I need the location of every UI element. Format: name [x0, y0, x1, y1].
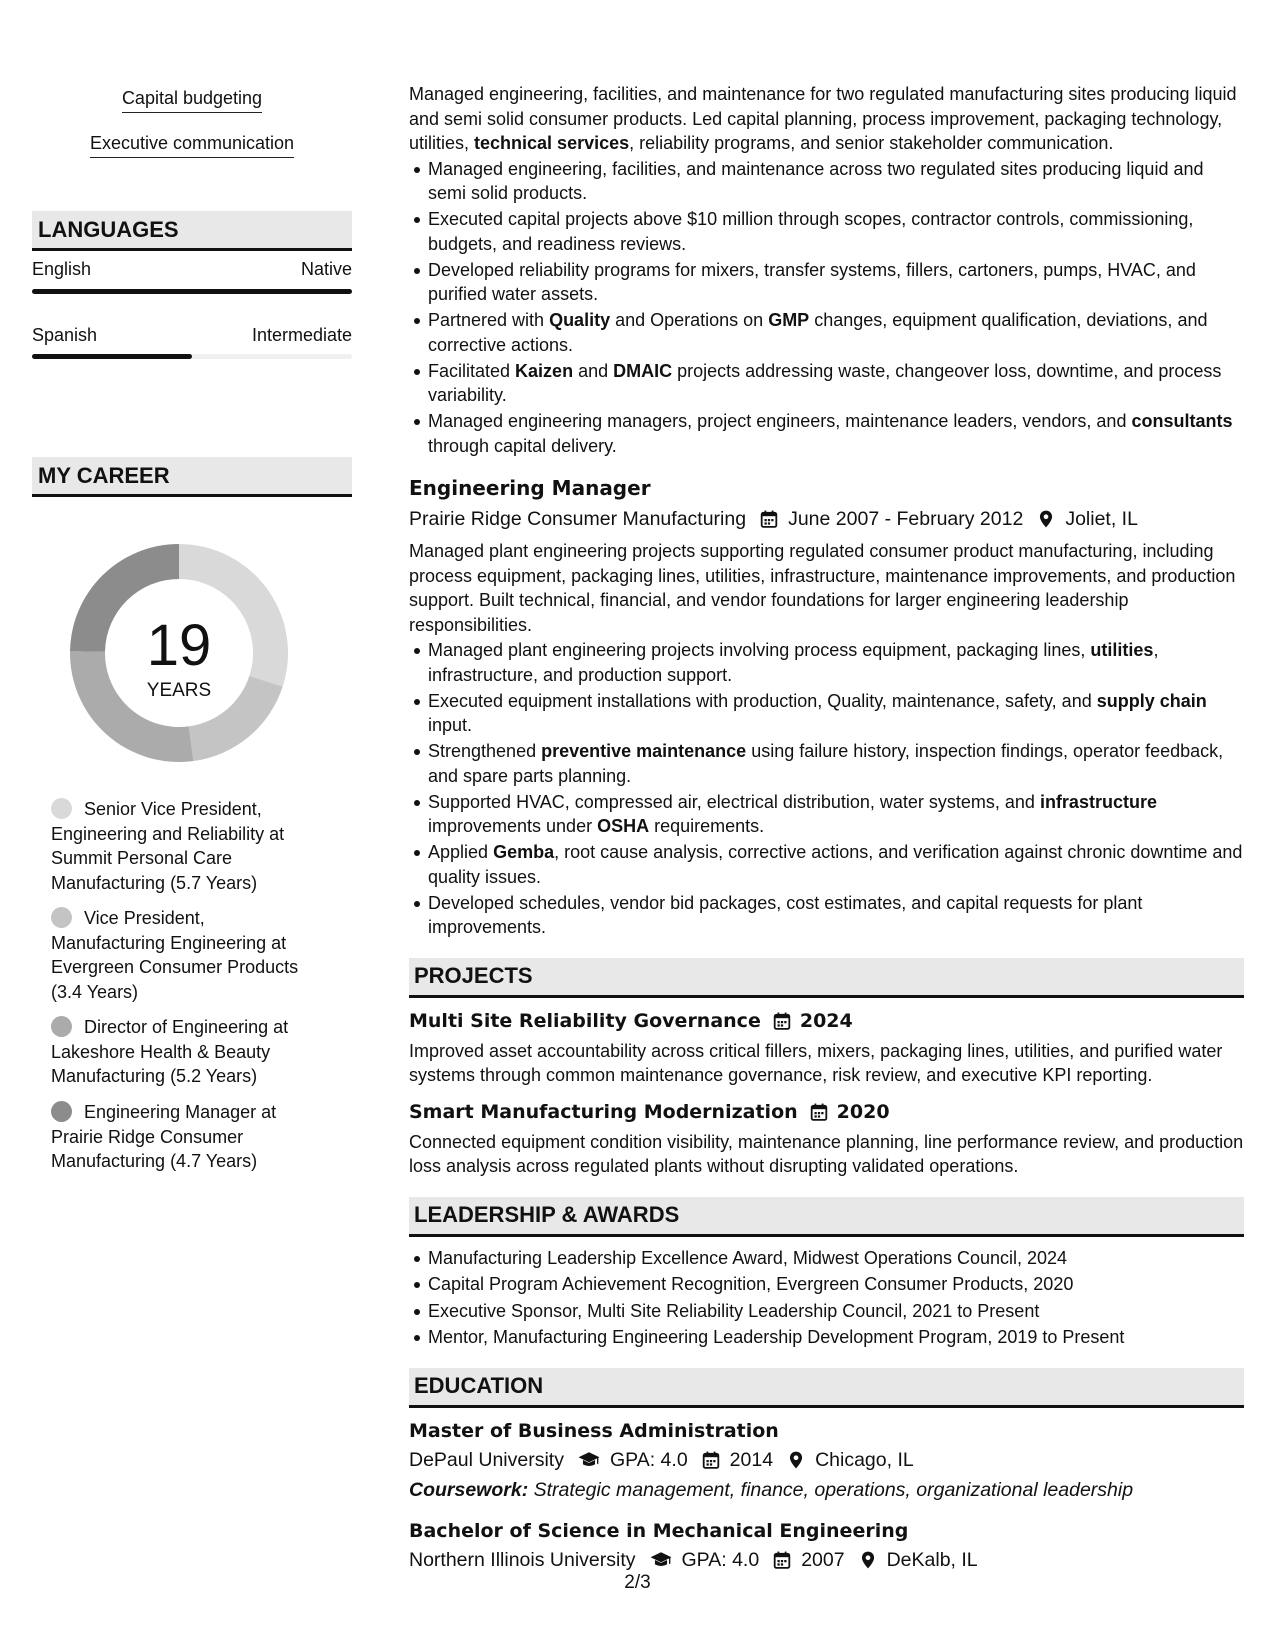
bullet-item: Applied Gemba, root cause analysis, corrective actions, and verification against chronic downtime and quality issues.: [428, 840, 1244, 889]
company-name: Prairie Ridge Consumer Manufacturing: [409, 508, 747, 530]
experience-bullets: [409, 638, 1244, 940]
job-summary: Managed plant engineering projects supporting regulated consumer product manufacturing, including process equipment, packaging lines, utilities, infrastructure, maintenance improvements, and production support. Built technical, financial, and vendor foundations for larger engineering leadership responsibilities.: [409, 541, 1236, 635]
awards-list: [409, 1246, 1244, 1350]
degree-title: Bachelor of Science in Mechanical Engineering: [409, 1519, 909, 1542]
language-name: English: [32, 259, 92, 279]
page-number: 2/3: [624, 1572, 651, 1593]
education-heading: EDUCATION: [409, 1368, 1244, 1408]
language-bar-fill: [32, 354, 192, 359]
project-description: Improved asset accountability across critical fillers, mixers, packaging lines, utilities, and purified water systems through common maintenance governance, risk review, and executive KPI reporting.: [409, 1040, 1223, 1085]
job-location: Joliet, IL: [1065, 508, 1138, 530]
language-level: Native: [300, 259, 352, 279]
gpa: GPA: 4.0: [681, 1548, 760, 1571]
legend-dot-icon: [51, 1101, 72, 1122]
graduation-cap-icon: [578, 1451, 600, 1469]
project-year: 2024: [799, 1009, 853, 1032]
calendar-icon: [773, 1012, 791, 1030]
award-item: Capital Program Achievement Recognition, Evergreen Consumer Products, 2020: [428, 1272, 1244, 1297]
calendar-icon: [810, 1103, 828, 1121]
job-summary: Managed engineering, facilities, and maintenance for two regulated manufacturing sites producing liquid and semi solid consumer products. Led capital planning, process improvement, packaging technology, utilities, technical services, reliability programs, and senior stakeholder communication.: [409, 84, 1237, 153]
job-title: Engineering Manager: [409, 476, 651, 500]
legend-dot-icon: [51, 1016, 72, 1037]
award-item: Manufacturing Leadership Excellence Award, Midwest Operations Council, 2024: [428, 1246, 1244, 1271]
career-heading: MY CAREER: [32, 457, 352, 497]
language-bar-fill: [32, 289, 352, 294]
school-name: DePaul University: [409, 1448, 564, 1471]
school-name: Northern Illinois University: [409, 1548, 636, 1571]
school-location: DeKalb, IL: [886, 1548, 978, 1571]
project-title: Multi Site Reliability Governance 2024: [409, 1007, 1244, 1035]
graduation-year: 2007: [801, 1548, 845, 1571]
education-meta: [409, 1545, 1244, 1575]
bullet-item: Managed engineering, facilities, and maintenance across two regulated sites producing liquid and semi solid products.: [428, 157, 1244, 206]
award-item: Executive Sponsor, Multi Site Reliability Leadership Council, 2021 to Present: [428, 1299, 1244, 1324]
bullet-item: Partnered with Quality and Operations on GMP changes, equipment qualification, deviations, and corrective actions.: [428, 308, 1244, 357]
career-legend-item: Director of Engineering at Lakeshore Health & Beauty Manufacturing (5.2 Years): [51, 1017, 289, 1086]
job-dates: June 2007 - February 2012: [788, 508, 1024, 530]
job-meta: [409, 504, 1244, 534]
bullet-item: Executed equipment installations with production, Quality, maintenance, safety, and supply chain input.: [428, 689, 1244, 738]
bullet-item: Executed capital projects above $10 million through scopes, contractor controls, commissioning, budgets, and readiness reviews.: [428, 207, 1244, 256]
location-pin-icon: [859, 1551, 877, 1569]
awards-heading: LEADERSHIP & AWARDS: [409, 1197, 1244, 1237]
career-years-label: YEARS: [146, 680, 212, 701]
skill-item: Executive communication: [32, 133, 352, 158]
career-legend-item: Engineering Manager at Prairie Ridge Consumer Manufacturing (4.7 Years): [51, 1102, 277, 1171]
projects-heading: PROJECTS: [409, 958, 1244, 998]
skill-item: Capital budgeting: [32, 88, 352, 113]
degree-title: Master of Business Administration: [409, 1419, 779, 1442]
language-row: [32, 259, 352, 280]
location-pin-icon: [1037, 510, 1055, 528]
bullet-item: Managed plant engineering projects involving process equipment, packaging lines, utilities, infrastructure, and production support.: [428, 638, 1244, 687]
school-location: Chicago, IL: [815, 1448, 914, 1471]
calendar-icon: [760, 510, 778, 528]
project-title: Smart Manufacturing Modernization 2020: [409, 1098, 1244, 1126]
bullet-item: Developed reliability programs for mixers, transfer systems, fillers, cartoners, pumps, HVAC, and purified water assets.: [428, 258, 1244, 307]
language-bar: [32, 354, 352, 359]
award-item: Mentor, Manufacturing Engineering Leadership Development Program, 2019 to Present: [428, 1325, 1244, 1350]
career-legend-item: Senior Vice President, Engineering and Reliability at Summit Personal Care Manufacturing (5.7 Years): [51, 799, 285, 893]
career-years-number: 19: [146, 613, 212, 678]
bullet-item: Supported HVAC, compressed air, electrical distribution, water systems, and infrastructure improvements under OSHA requirements.: [428, 790, 1244, 839]
education-meta: [409, 1445, 1244, 1475]
experience-bullets: [409, 157, 1244, 459]
language-name: Spanish: [32, 325, 98, 345]
bullet-item: Facilitated Kaizen and DMAIC projects addressing waste, changeover loss, downtime, and process variability.: [428, 359, 1244, 408]
legend-dot-icon: [51, 907, 72, 928]
graduation-cap-icon: [650, 1551, 672, 1569]
gpa: GPA: 4.0: [609, 1448, 688, 1471]
career-legend-item: Vice President, Manufacturing Engineering at Evergreen Consumer Products (3.4 Years): [51, 908, 299, 1002]
bullet-item: Strengthened preventive maintenance using failure history, inspection findings, operator feedback, and spare parts planning.: [428, 739, 1244, 788]
career-donut-chart: [66, 540, 292, 766]
graduation-year: 2014: [729, 1448, 774, 1471]
languages-heading: LANGUAGES: [32, 211, 352, 251]
legend-dot-icon: [51, 798, 72, 819]
bullet-item: Developed schedules, vendor bid packages, cost estimates, and capital requests for plant improvements.: [428, 891, 1244, 940]
calendar-icon: [702, 1451, 720, 1469]
location-pin-icon: [787, 1451, 805, 1469]
project-description: Connected equipment condition visibility, maintenance planning, line performance review, and production loss analysis across regulated plants without disrupting validated operations.: [409, 1131, 1244, 1176]
language-row: [32, 325, 352, 346]
language-bar: [32, 289, 352, 294]
calendar-icon: [773, 1551, 791, 1569]
language-level: Intermediate: [251, 325, 352, 345]
coursework: Coursework: Strategic management, finance, operations, organizational leadership: [409, 1478, 1134, 1501]
main-content: [409, 82, 1244, 1575]
project-year: 2020: [836, 1100, 890, 1123]
bullet-item: Managed engineering managers, project engineers, maintenance leaders, vendors, and consultants through capital delivery.: [428, 409, 1244, 458]
